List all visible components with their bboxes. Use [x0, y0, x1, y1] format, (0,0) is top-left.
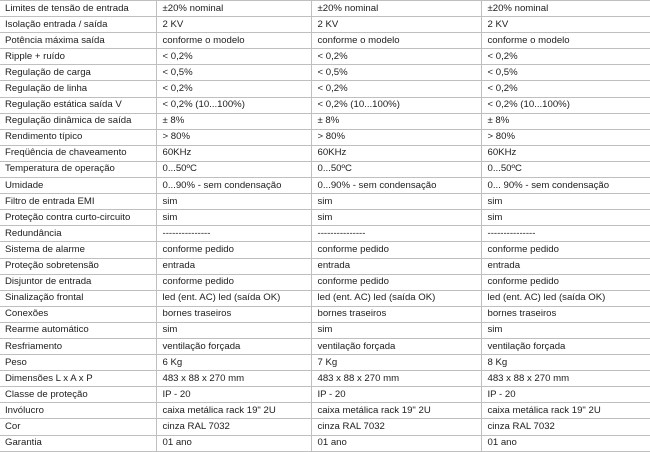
table-row	[0, 226, 650, 242]
value-cell-model-2: IP - 20	[311, 387, 481, 403]
value-cell-model-3: 8 Kg	[481, 355, 650, 371]
value-cell-model-1: conforme o modelo	[156, 33, 311, 49]
value-cell-model-2: cinza RAL 7032	[311, 419, 481, 435]
value-cell-model-3: > 80%	[481, 129, 650, 145]
value-cell-model-2: < 0,2%	[311, 49, 481, 65]
table-row	[0, 387, 650, 403]
value-cell-model-3: < 0,2%	[481, 49, 650, 65]
value-cell-model-1: 01 ano	[156, 435, 311, 451]
table-row	[0, 306, 650, 322]
value-cell-model-2: < 0,2% (10...100%)	[311, 97, 481, 113]
table-row	[0, 81, 650, 97]
value-cell-model-1: < 0,2%	[156, 81, 311, 97]
table-row	[0, 145, 650, 161]
value-cell-model-1: ---------------	[156, 226, 311, 242]
table-row	[0, 210, 650, 226]
value-cell-model-2: caixa metálica rack 19" 2U	[311, 403, 481, 419]
value-cell-model-3: 0...50ºC	[481, 161, 650, 177]
table-row	[0, 65, 650, 81]
value-cell-model-2: 60KHz	[311, 145, 481, 161]
value-cell-model-1: < 0,2%	[156, 49, 311, 65]
value-cell-model-2: 2 KV	[311, 17, 481, 33]
table-row	[0, 178, 650, 194]
value-cell-model-3: sim	[481, 322, 650, 338]
table-row	[0, 129, 650, 145]
value-cell-model-2: ventilação forçada	[311, 338, 481, 354]
row-label: Redundância	[0, 226, 156, 242]
value-cell-model-2: > 80%	[311, 129, 481, 145]
value-cell-model-3: < 0,5%	[481, 65, 650, 81]
table-row	[0, 33, 650, 49]
row-label: Proteção sobretensão	[0, 258, 156, 274]
table-row	[0, 242, 650, 258]
value-cell-model-2: conforme pedido	[311, 242, 481, 258]
value-cell-model-3: entrada	[481, 258, 650, 274]
value-cell-model-1: conforme pedido	[156, 274, 311, 290]
row-label: Sistema de alarme	[0, 242, 156, 258]
table-row	[0, 113, 650, 129]
value-cell-model-1: sim	[156, 210, 311, 226]
table-row	[0, 194, 650, 210]
value-cell-model-3: ---------------	[481, 226, 650, 242]
row-label: Temperatura de operação	[0, 161, 156, 177]
value-cell-model-1: cinza RAL 7032	[156, 419, 311, 435]
row-label: Rearme automático	[0, 322, 156, 338]
value-cell-model-3: < 0,2%	[481, 81, 650, 97]
value-cell-model-2: 0...50ºC	[311, 161, 481, 177]
value-cell-model-1: ± 8%	[156, 113, 311, 129]
value-cell-model-1: 60KHz	[156, 145, 311, 161]
row-label: Conexões	[0, 306, 156, 322]
value-cell-model-1: entrada	[156, 258, 311, 274]
value-cell-model-2: conforme o modelo	[311, 33, 481, 49]
value-cell-model-2: 483 x 88 x 270 mm	[311, 371, 481, 387]
table-row	[0, 17, 650, 33]
table-row	[0, 290, 650, 306]
row-label: Regulação de carga	[0, 65, 156, 81]
value-cell-model-2: sim	[311, 210, 481, 226]
specifications-table-body	[0, 1, 650, 452]
row-label: Dimensões L x A x P	[0, 371, 156, 387]
value-cell-model-1: ventilação forçada	[156, 338, 311, 354]
row-label: Limites de tensão de entrada	[0, 1, 156, 17]
value-cell-model-3: < 0,2% (10...100%)	[481, 97, 650, 113]
table-row	[0, 435, 650, 451]
value-cell-model-3: ±20% nominal	[481, 1, 650, 17]
row-label: Proteção contra curto-circuito	[0, 210, 156, 226]
value-cell-model-3: bornes traseiros	[481, 306, 650, 322]
value-cell-model-2: 01 ano	[311, 435, 481, 451]
table-row	[0, 274, 650, 290]
value-cell-model-3: 01 ano	[481, 435, 650, 451]
row-label: Ripple + ruído	[0, 49, 156, 65]
value-cell-model-1: IP - 20	[156, 387, 311, 403]
value-cell-model-2: sim	[311, 322, 481, 338]
value-cell-model-3: led (ent. AC) led (saída OK)	[481, 290, 650, 306]
row-label: Sinalização frontal	[0, 290, 156, 306]
value-cell-model-3: IP - 20	[481, 387, 650, 403]
table-row	[0, 419, 650, 435]
value-cell-model-3: 2 KV	[481, 17, 650, 33]
row-label: Garantia	[0, 435, 156, 451]
row-label: Isolação entrada / saída	[0, 17, 156, 33]
value-cell-model-2: ---------------	[311, 226, 481, 242]
value-cell-model-1: 2 KV	[156, 17, 311, 33]
value-cell-model-1: 483 x 88 x 270 mm	[156, 371, 311, 387]
table-row	[0, 161, 650, 177]
row-label: Freqüência de chaveamento	[0, 145, 156, 161]
value-cell-model-3: conforme pedido	[481, 274, 650, 290]
table-row	[0, 49, 650, 65]
table-row	[0, 258, 650, 274]
value-cell-model-2: ± 8%	[311, 113, 481, 129]
table-row	[0, 355, 650, 371]
row-label: Invólucro	[0, 403, 156, 419]
table-row	[0, 97, 650, 113]
value-cell-model-1: bornes traseiros	[156, 306, 311, 322]
row-label: Regulação estática saída V	[0, 97, 156, 113]
table-row	[0, 371, 650, 387]
row-label: Cor	[0, 419, 156, 435]
value-cell-model-1: 6 Kg	[156, 355, 311, 371]
value-cell-model-3: caixa metálica rack 19" 2U	[481, 403, 650, 419]
value-cell-model-3: conforme o modelo	[481, 33, 650, 49]
row-label: Filtro de entrada EMI	[0, 194, 156, 210]
value-cell-model-2: led (ent. AC) led (saída OK)	[311, 290, 481, 306]
value-cell-model-3: sim	[481, 194, 650, 210]
value-cell-model-1: > 80%	[156, 129, 311, 145]
value-cell-model-2: entrada	[311, 258, 481, 274]
value-cell-model-3: 60KHz	[481, 145, 650, 161]
table-row	[0, 1, 650, 17]
value-cell-model-1: 0...50ºC	[156, 161, 311, 177]
value-cell-model-3: conforme pedido	[481, 242, 650, 258]
value-cell-model-1: caixa metálica rack 19" 2U	[156, 403, 311, 419]
row-label: Umidade	[0, 178, 156, 194]
value-cell-model-3: 483 x 88 x 270 mm	[481, 371, 650, 387]
row-label: Disjuntor de entrada	[0, 274, 156, 290]
value-cell-model-3: cinza RAL 7032	[481, 419, 650, 435]
value-cell-model-1: conforme pedido	[156, 242, 311, 258]
value-cell-model-2: ±20% nominal	[311, 1, 481, 17]
value-cell-model-1: sim	[156, 322, 311, 338]
table-row	[0, 338, 650, 354]
value-cell-model-3: ventilação forçada	[481, 338, 650, 354]
value-cell-model-2: sim	[311, 194, 481, 210]
row-label: Regulação dinâmica de saída	[0, 113, 156, 129]
row-label: Classe de proteção	[0, 387, 156, 403]
value-cell-model-1: ±20% nominal	[156, 1, 311, 17]
table-row	[0, 403, 650, 419]
value-cell-model-2: bornes traseiros	[311, 306, 481, 322]
value-cell-model-3: sim	[481, 210, 650, 226]
row-label: Regulação de linha	[0, 81, 156, 97]
value-cell-model-3: 0... 90% - sem condensação	[481, 178, 650, 194]
value-cell-model-2: < 0,5%	[311, 65, 481, 81]
value-cell-model-2: 7 Kg	[311, 355, 481, 371]
row-label: Resfriamento	[0, 338, 156, 354]
value-cell-model-2: < 0,2%	[311, 81, 481, 97]
value-cell-model-1: < 0,2% (10...100%)	[156, 97, 311, 113]
value-cell-model-3: ± 8%	[481, 113, 650, 129]
row-label: Potência máxima saída	[0, 33, 156, 49]
row-label: Peso	[0, 355, 156, 371]
value-cell-model-1: < 0,5%	[156, 65, 311, 81]
table-row	[0, 322, 650, 338]
value-cell-model-1: led (ent. AC) led (saída OK)	[156, 290, 311, 306]
row-label: Rendimento típico	[0, 129, 156, 145]
value-cell-model-1: 0...90% - sem condensação	[156, 178, 311, 194]
value-cell-model-1: sim	[156, 194, 311, 210]
value-cell-model-2: conforme pedido	[311, 274, 481, 290]
value-cell-model-2: 0...90% - sem condensação	[311, 178, 481, 194]
